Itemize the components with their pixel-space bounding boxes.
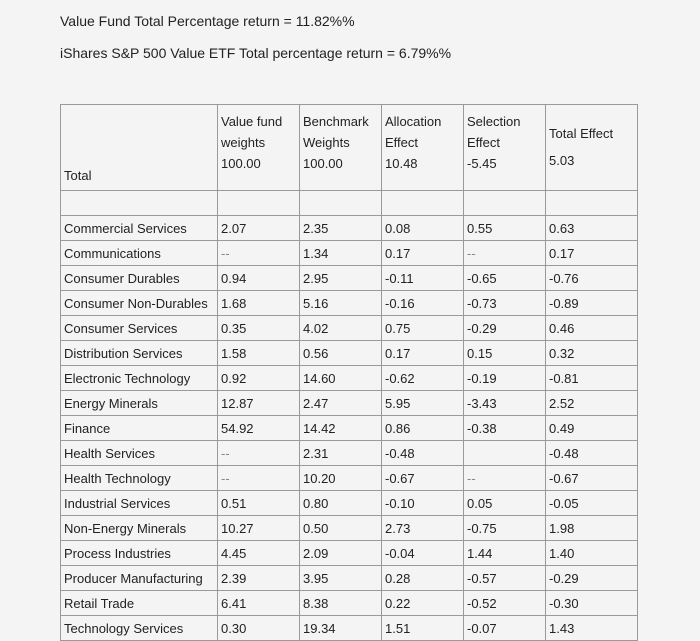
bench-cell: 10.20	[300, 466, 382, 491]
sector-name: Health Services	[61, 441, 218, 466]
alloc-cell: -0.48	[382, 441, 464, 466]
header-selection-effect: Selection Effect -5.45	[464, 105, 546, 191]
sector-name: Consumer Services	[61, 316, 218, 341]
alloc-cell: 0.08	[382, 216, 464, 241]
total-cell: 0.46	[546, 316, 638, 341]
sel-cell: 0.05	[464, 491, 546, 516]
table-row	[61, 516, 638, 541]
fund-cell: 54.92	[218, 416, 300, 441]
fund-cell: 1.68	[218, 291, 300, 316]
header-row	[61, 105, 638, 191]
sector-name: Distribution Services	[61, 341, 218, 366]
sector-name: Health Technology	[61, 466, 218, 491]
table-row	[61, 616, 638, 641]
sel-cell: -0.29	[464, 316, 546, 341]
bench-cell: 14.42	[300, 416, 382, 441]
total-cell: -0.89	[546, 291, 638, 316]
alloc-cell: 5.95	[382, 391, 464, 416]
table-row	[61, 441, 638, 466]
sector-name: Communications	[61, 241, 218, 266]
fund-cell: --	[218, 241, 300, 266]
sel-cell: -0.57	[464, 566, 546, 591]
sel-cell: 0.55	[464, 216, 546, 241]
sel-cell: -0.52	[464, 591, 546, 616]
sel-cell: -0.75	[464, 516, 546, 541]
sel-cell: -0.73	[464, 291, 546, 316]
bench-cell: 2.47	[300, 391, 382, 416]
total-bench: 100.00	[303, 156, 343, 171]
bench-cell: 0.80	[300, 491, 382, 516]
bench-cell: 2.95	[300, 266, 382, 291]
alloc-cell: 0.28	[382, 566, 464, 591]
total-cell: 2.52	[546, 391, 638, 416]
fund-cell: --	[218, 466, 300, 491]
sector-name: Technology Services	[61, 616, 218, 641]
alloc-cell: -0.16	[382, 291, 464, 316]
sector-name: Producer Manufacturing	[61, 566, 218, 591]
alloc-cell: 1.51	[382, 616, 464, 641]
total-cell: -0.81	[546, 366, 638, 391]
sector-name: Consumer Non-Durables	[61, 291, 218, 316]
total-cell: -0.30	[546, 591, 638, 616]
total-cell: 0.17	[546, 241, 638, 266]
fund-cell: 1.58	[218, 341, 300, 366]
sector-name: Industrial Services	[61, 491, 218, 516]
fund-cell: 12.87	[218, 391, 300, 416]
alloc-cell: -0.11	[382, 266, 464, 291]
fund-cell: 2.07	[218, 216, 300, 241]
alloc-cell: 2.73	[382, 516, 464, 541]
table-row	[61, 391, 638, 416]
alloc-cell: 0.17	[382, 241, 464, 266]
header-fund-weights: Value fund weights 100.00	[218, 105, 300, 191]
bench-cell: 2.31	[300, 441, 382, 466]
alloc-cell: -0.04	[382, 541, 464, 566]
total-cell: 0.32	[546, 341, 638, 366]
bench-cell: 1.34	[300, 241, 382, 266]
sel-cell: --	[464, 241, 546, 266]
total-alloc: 10.48	[385, 156, 418, 171]
alloc-cell: -0.62	[382, 366, 464, 391]
fund-cell: 0.35	[218, 316, 300, 341]
bench-cell: 4.02	[300, 316, 382, 341]
fund-cell: 0.92	[218, 366, 300, 391]
sel-cell: --	[464, 466, 546, 491]
sel-cell: 1.44	[464, 541, 546, 566]
bench-cell: 2.09	[300, 541, 382, 566]
blank-row	[61, 191, 638, 216]
alloc-cell: 0.86	[382, 416, 464, 441]
alloc-cell: 0.75	[382, 316, 464, 341]
bench-cell: 0.56	[300, 341, 382, 366]
sector-name: Commercial Services	[61, 216, 218, 241]
total-cell: -0.67	[546, 466, 638, 491]
table-row	[61, 291, 638, 316]
table-row	[61, 266, 638, 291]
table-row	[61, 241, 638, 266]
header-total-effect: Total Effect 5.03	[546, 105, 638, 191]
alloc-cell: -0.10	[382, 491, 464, 516]
bench-cell: 0.50	[300, 516, 382, 541]
sector-name: Energy Minerals	[61, 391, 218, 416]
alloc-cell: -0.67	[382, 466, 464, 491]
alloc-cell: 0.22	[382, 591, 464, 616]
bench-cell: 8.38	[300, 591, 382, 616]
table-row	[61, 541, 638, 566]
sector-name: Non-Energy Minerals	[61, 516, 218, 541]
sel-cell: 0.15	[464, 341, 546, 366]
fund-cell: --	[218, 441, 300, 466]
etf-return-line: iShares S&P 500 Value ETF Total percentage return = 6.79%%	[60, 45, 452, 61]
attribution-table	[60, 104, 638, 641]
fund-cell: 0.94	[218, 266, 300, 291]
fund-cell: 2.39	[218, 566, 300, 591]
sel-cell	[464, 441, 546, 466]
bench-cell: 14.60	[300, 366, 382, 391]
sector-name: Consumer Durables	[61, 266, 218, 291]
sel-cell: -0.07	[464, 616, 546, 641]
table-row	[61, 216, 638, 241]
total-fund: 100.00	[221, 156, 261, 171]
sel-cell: -0.38	[464, 416, 546, 441]
total-total: 5.03	[549, 153, 575, 168]
sector-name: Process Industries	[61, 541, 218, 566]
sel-cell: -0.65	[464, 266, 546, 291]
table-row	[61, 591, 638, 616]
bench-cell: 3.95	[300, 566, 382, 591]
total-cell: -0.05	[546, 491, 638, 516]
table-row	[61, 341, 638, 366]
total-cell: 1.43	[546, 616, 638, 641]
table-row	[61, 366, 638, 391]
total-cell: 0.63	[546, 216, 638, 241]
fund-return-line: Value Fund Total Percentage return = 11.82%%	[60, 13, 355, 29]
total-cell: 1.98	[546, 516, 638, 541]
bench-cell: 19.34	[300, 616, 382, 641]
fund-cell: 0.30	[218, 616, 300, 641]
sector-name: Electronic Technology	[61, 366, 218, 391]
header-allocation-effect: Allocation Effect 10.48	[382, 105, 464, 191]
fund-cell: 10.27	[218, 516, 300, 541]
alloc-cell: 0.17	[382, 341, 464, 366]
sel-cell: -3.43	[464, 391, 546, 416]
total-label-cell	[61, 105, 218, 191]
sector-name: Finance	[61, 416, 218, 441]
bench-cell: 5.16	[300, 291, 382, 316]
total-cell: -0.76	[546, 266, 638, 291]
total-cell: 0.49	[546, 416, 638, 441]
fund-cell: 4.45	[218, 541, 300, 566]
table-row	[61, 491, 638, 516]
total-cell: -0.29	[546, 566, 638, 591]
table-row	[61, 316, 638, 341]
fund-cell: 0.51	[218, 491, 300, 516]
total-cell: 1.40	[546, 541, 638, 566]
sector-name: Retail Trade	[61, 591, 218, 616]
fund-cell: 6.41	[218, 591, 300, 616]
table-row	[61, 566, 638, 591]
total-cell: -0.48	[546, 441, 638, 466]
header-benchmark-weights: Benchmark Weights 100.00	[300, 105, 382, 191]
table-row	[61, 466, 638, 491]
sel-cell: -0.19	[464, 366, 546, 391]
bench-cell: 2.35	[300, 216, 382, 241]
table-row	[61, 416, 638, 441]
total-label: Total	[64, 168, 92, 183]
total-sel: -5.45	[467, 156, 497, 171]
